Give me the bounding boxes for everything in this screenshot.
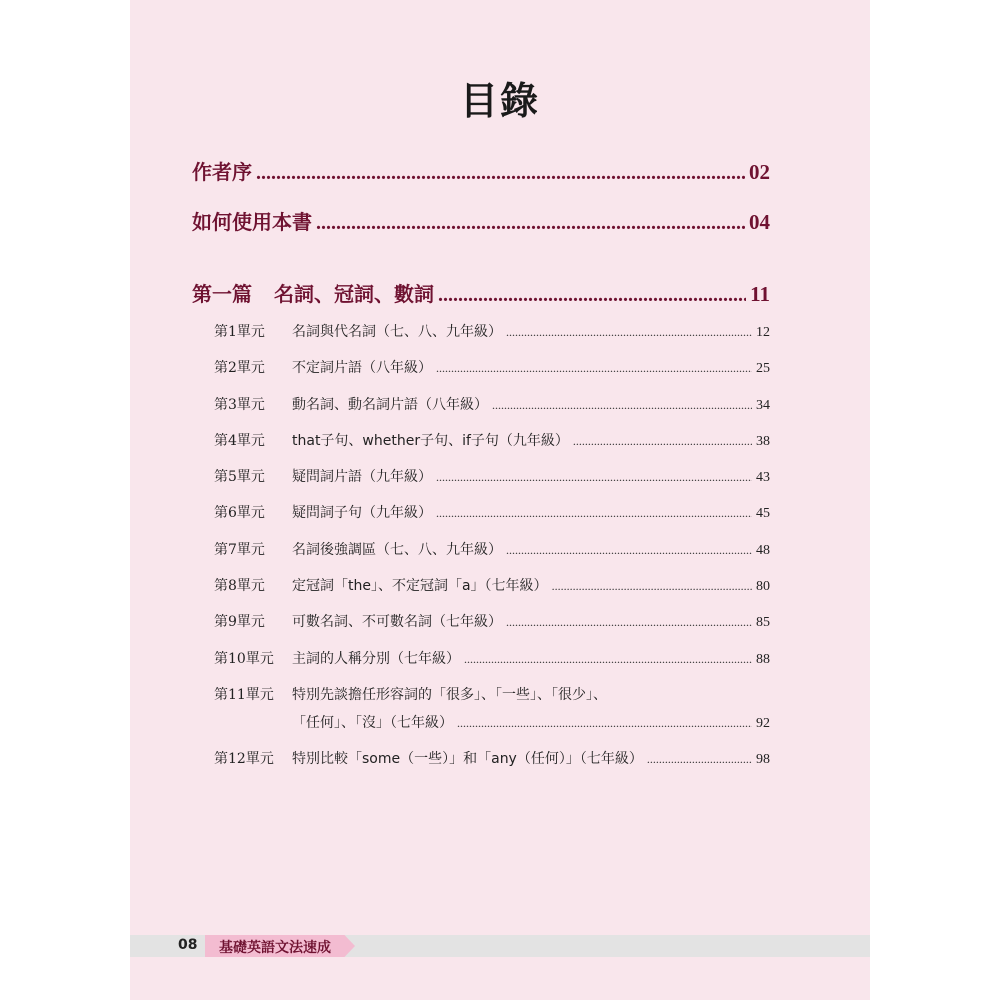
leader-dots (436, 361, 752, 376)
unit-page: 88 (756, 652, 770, 667)
unit-page: 34 (756, 398, 770, 413)
unit-page: 98 (756, 752, 770, 767)
unit-label: 第7單元 (214, 542, 265, 558)
toc-unit-4[interactable] (214, 430, 770, 450)
toc-unit-2[interactable] (214, 357, 770, 377)
leader-dots (438, 284, 746, 307)
leader-dots (506, 615, 752, 630)
unit-title: that子句、whether子句、if子句（九年級） (292, 433, 569, 449)
unit-title: 特別先談擔任形容詞的「很多」、「一些」、「很少」、 (292, 687, 607, 703)
leader-dots (573, 434, 752, 449)
unit-label: 第8單元 (214, 578, 265, 594)
toc-unit-11-continued[interactable] (292, 712, 770, 732)
unit-label: 第6單元 (214, 505, 265, 521)
unit-label: 第4單元 (214, 433, 265, 449)
unit-title: 疑問詞子句（九年級） (292, 505, 432, 521)
entry-label: 名詞、冠詞、數詞 (274, 282, 434, 306)
unit-page: 25 (756, 361, 770, 376)
page-footer (130, 935, 870, 957)
unit-page: 48 (756, 543, 770, 558)
unit-label: 第1單元 (214, 324, 265, 340)
unit-label: 第10單元 (214, 651, 274, 667)
unit-page: 45 (756, 506, 770, 521)
toc-unit-9[interactable] (214, 611, 770, 631)
unit-title: 名詞與代名詞（七、八、九年級） (292, 324, 502, 340)
unit-label: 第9單元 (214, 614, 265, 630)
leader-dots (506, 325, 752, 340)
unit-label: 第11單元 (214, 687, 274, 703)
leader-dots (436, 506, 752, 521)
leader-dots (436, 470, 752, 485)
unit-title: 定冠詞「the」、不定冠詞「a」（七年級） (292, 578, 548, 594)
toc-page (130, 0, 870, 1000)
unit-label: 第2單元 (214, 360, 265, 376)
toc-unit-7[interactable] (214, 539, 770, 559)
toc-unit-12[interactable] (214, 748, 770, 768)
unit-page: 43 (756, 470, 770, 485)
toc-unit-10[interactable] (214, 648, 770, 668)
entry-page: 11 (750, 282, 770, 306)
leader-dots (552, 579, 752, 594)
toc-entry-part-1[interactable] (192, 278, 770, 307)
unit-page: 92 (756, 716, 770, 731)
unit-page: 80 (756, 579, 770, 594)
toc-unit-6[interactable] (214, 502, 770, 522)
unit-label: 第5單元 (214, 469, 265, 485)
unit-title: 主詞的人稱分別（七年級） (292, 651, 460, 667)
leader-dots (256, 162, 745, 185)
leader-dots (647, 752, 752, 767)
unit-title: 特別比較「some（一些）」和「any（任何）」（七年級） (292, 751, 643, 767)
unit-page: 38 (756, 434, 770, 449)
entry-label: 作者序 (192, 160, 252, 184)
leader-dots (457, 716, 752, 731)
toc-unit-3[interactable] (214, 394, 770, 414)
leader-dots (316, 212, 745, 235)
entry-label: 如何使用本書 (192, 210, 312, 234)
leader-dots (506, 543, 752, 558)
unit-title: 疑問詞片語（九年級） (292, 469, 432, 485)
unit-title: 動名詞、動名詞片語（八年級） (292, 397, 488, 413)
unit-title: 名詞後強調區（七、八、九年級） (292, 542, 502, 558)
unit-page: 85 (756, 615, 770, 630)
toc-unit-5[interactable] (214, 466, 770, 486)
toc-unit-8[interactable] (214, 575, 770, 595)
toc-entry-preface[interactable] (192, 156, 770, 185)
footer-page-number: 08 (178, 937, 198, 953)
toc-unit-11[interactable] (214, 684, 770, 704)
entry-page: 02 (749, 160, 770, 184)
entry-page: 04 (749, 210, 770, 234)
toc-entry-how-to-use[interactable] (192, 206, 770, 235)
unit-title: 不定詞片語（八年級） (292, 360, 432, 376)
leader-dots (492, 398, 752, 413)
page-title: 目錄 (459, 78, 540, 123)
unit-label: 第3單元 (214, 397, 265, 413)
unit-label: 第12單元 (214, 751, 274, 767)
leader-dots (464, 652, 752, 667)
footer-book-title: 基礎英語文法速成 (219, 940, 331, 956)
unit-title: 可數名詞、不可數名詞（七年級） (292, 614, 502, 630)
toc-unit-1[interactable] (214, 321, 770, 341)
unit-page: 12 (756, 325, 770, 340)
unit-title-continued: 「任何」、「沒」（七年級） (292, 715, 453, 731)
part-number: 第一篇 (192, 282, 252, 306)
